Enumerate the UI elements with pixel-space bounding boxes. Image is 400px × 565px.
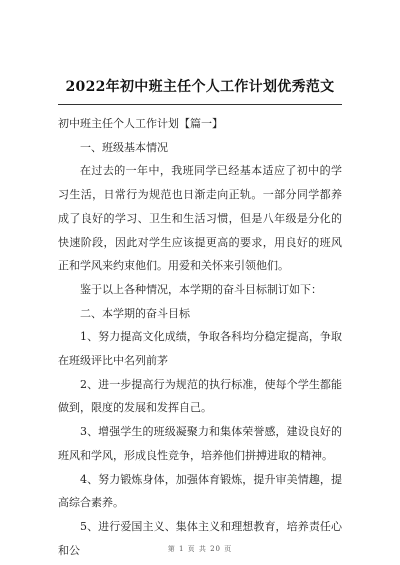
goal-item-3: 3、增强学生的班级凝聚力和集体荣誉感，建设良好的班风和学风，形成良性竞争，培养他们拼搏进取的精神。 — [58, 425, 342, 462]
subheading-class-situation: 一、班级基本情况 — [80, 140, 168, 154]
goal-item-1: 1、努力提高文化成绩，争取各科均分稳定提高，争取在班级评比中名列前茅 — [58, 330, 342, 368]
title-divider — [58, 104, 342, 105]
document-title: 2022年初中班主任个人工作计划优秀范文 — [65, 79, 335, 95]
document-body — [58, 112, 342, 562]
page-number: 第 1 页 共 20 页 — [167, 545, 233, 553]
paragraph-class-situation: 在过去的一年中，我班同学已经基本适应了初中的学习生活，日常行为规范也日渐走向正轨。一部分同学都养成了良好的学习、卫生和生活习惯，但是八年级是分化的快速阶段，因此对学生应该提更高的要求，用良好的班风正和学风来约束他们。用爱和关怀来引领他们。 — [58, 164, 342, 273]
goal-item-4: 4、努力锻炼身体，加强体育锻炼，提升审美情趣，提高综合素养。 — [58, 472, 342, 510]
goal-item-5: 5、进行爱国主义、集体主义和理想教育，培养责任心和公 — [58, 519, 342, 557]
goal-item-2: 2、进一步提高行为规范的执行标准，使每个学生都能做到，限度的发展和发挥自己。 — [58, 377, 342, 415]
section-heading: 初中班主任个人工作计划【篇一】 — [58, 117, 223, 130]
paragraph-goals-intro: 鉴于以上各种情况，本学期的奋斗目标制订如下： — [80, 282, 322, 296]
subheading-goals: 二、本学期的奋斗目标 — [80, 306, 190, 320]
